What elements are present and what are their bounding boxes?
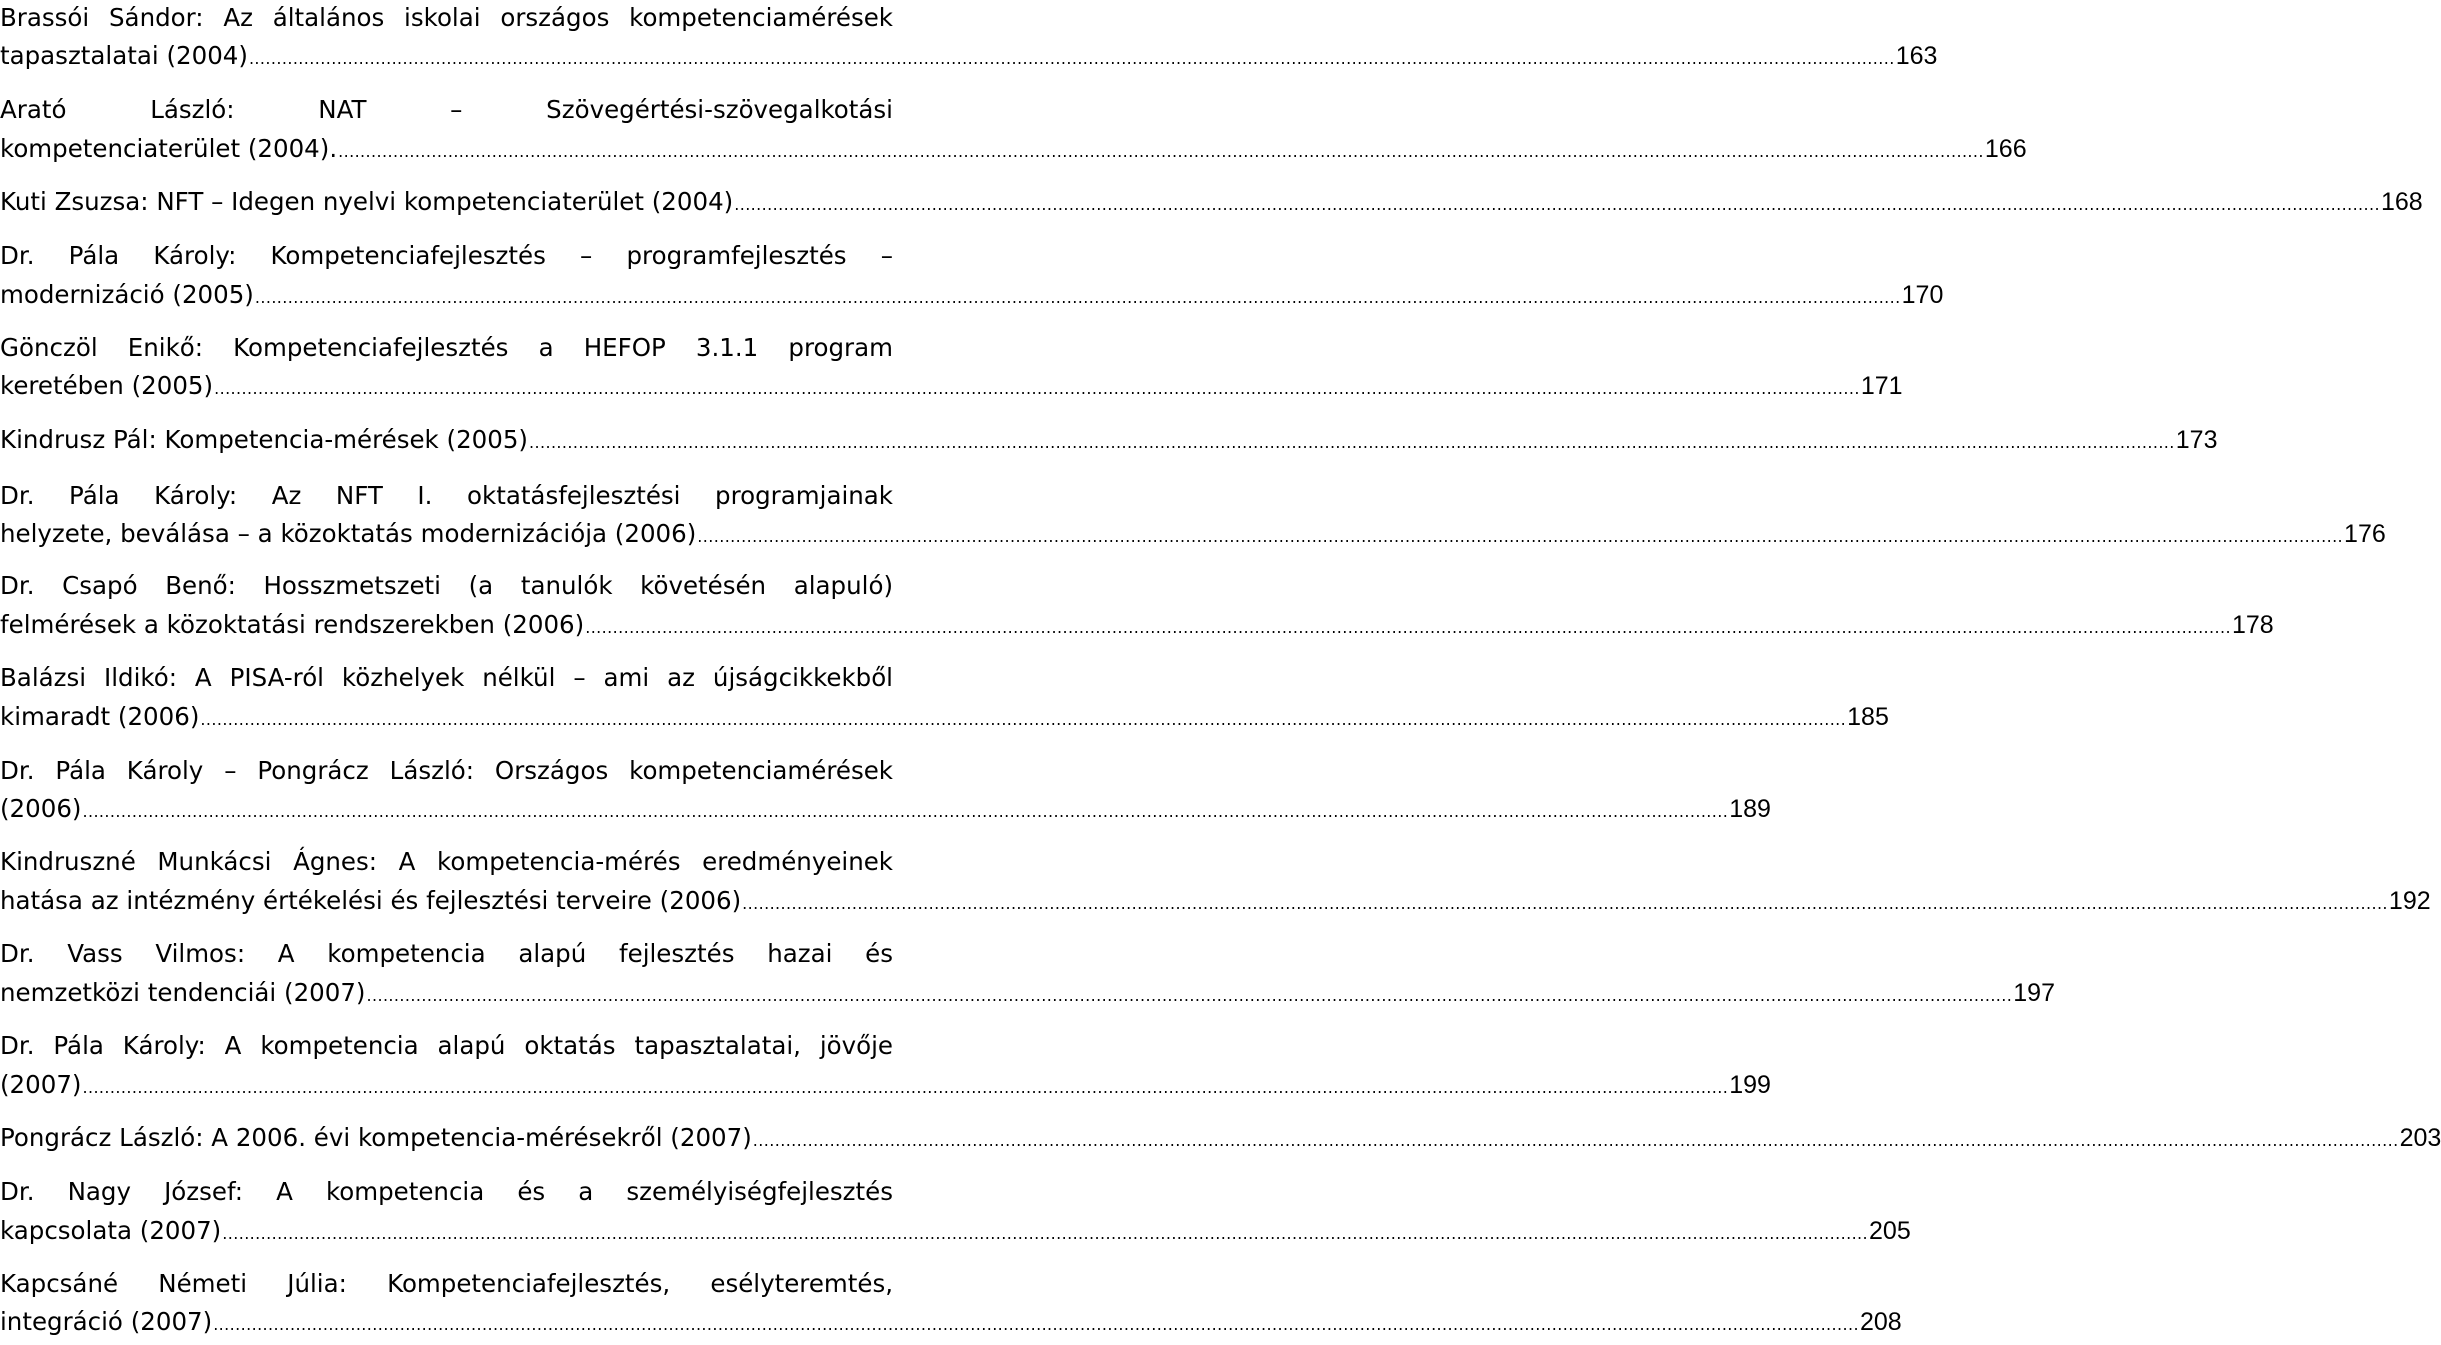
toc-entry-title-line: Dr. Pála Károly – Pongrácz László: Országos kompetenciamérések <box>0 756 893 785</box>
toc-entry-last-line <box>0 789 1771 829</box>
page-number: 166 <box>1984 135 2027 163</box>
page-number: 178 <box>2231 611 2274 639</box>
dot-leader: ............................................................................................................................................................................................................................................................................................................ <box>248 49 1895 68</box>
page-number: 171 <box>1860 372 1903 400</box>
page-number: 208 <box>1859 1308 1902 1336</box>
toc-entry-title-line: Dr. Csapó Benő: Hosszmetszeti (a tanulók követésén alapuló) <box>0 571 893 600</box>
page-number: 199 <box>1729 1071 1771 1099</box>
dot-leader: ............................................................................................................................................................................................................................................................................................................ <box>213 1315 1859 1334</box>
toc-entry-title-line: kompetenciaterület (2004). <box>0 134 338 163</box>
page-number: 173 <box>2175 426 2218 454</box>
toc-entry-title-line: Brassói Sándor: Az általános iskolai országos kompetenciamérések <box>0 3 893 32</box>
toc-entry-last-line <box>0 1302 1902 1342</box>
dot-leader: ............................................................................................................................................................................................................................................................................................................ <box>697 527 2344 546</box>
toc-entry-title-line: hatása az intézmény értékelési és fejlesztési terveire (2006) <box>0 886 742 915</box>
toc-entry-title-line: helyzete, beválása – a közoktatás modernizációja (2006) <box>0 519 697 548</box>
toc-entry-title-line: Gönczöl Enikő: Kompetenciafejlesztés a HEFOP 3.1.1 program <box>0 333 893 362</box>
toc-entry-title-line: nemzetközi tendenciái (2007) <box>0 978 366 1007</box>
toc-entry-title-line: Dr. Pála Károly: Az NFT I. oktatásfejlesztési programjainak <box>0 481 893 510</box>
dot-leader: ............................................................................................................................................................................................................................................................................................................ <box>200 710 1847 729</box>
toc-entry-title-line: Dr. Nagy József: A kompetencia és a személyiségfejlesztés <box>0 1177 893 1206</box>
page-number: 185 <box>1847 703 1889 731</box>
toc-entry-title-line: kapcsolata (2007) <box>0 1216 222 1245</box>
dot-leader: ............................................................................................................................................................................................................................................................................................................ <box>338 142 1984 161</box>
dot-leader: ............................................................................................................................................................................................................................................................................................................ <box>214 379 1860 398</box>
page-number: 168 <box>2381 188 2423 216</box>
toc-entry-last-line <box>0 514 2386 554</box>
toc-entry-last-line <box>0 1211 1911 1251</box>
toc-entry-title-line: Dr. Pála Károly: A kompetencia alapú oktatás tapasztalatai, jövője <box>0 1031 893 1060</box>
dot-leader: ............................................................................................................................................................................................................................................................................................................ <box>82 1078 1729 1097</box>
toc-entry-title-line: (2007) <box>0 1070 82 1099</box>
toc-entry-last-line <box>0 129 2027 169</box>
dot-leader: ............................................................................................................................................................................................................................................................................................................ <box>82 802 1729 821</box>
toc-entry-title-line: modernizáció (2005) <box>0 280 254 309</box>
toc-entry-last-line <box>0 182 2423 222</box>
toc-entry-title-line: Pongrácz László: A 2006. évi kompetencia-mérésekről (2007) <box>0 1123 752 1152</box>
toc-entry-last-line <box>0 36 1938 76</box>
toc-entry-title-line: Dr. Pála Károly: Kompetenciafejlesztés – programfejlesztés – <box>0 241 893 270</box>
page-number: 189 <box>1729 795 1771 823</box>
toc-entry-title-line: kimaradt (2006) <box>0 702 200 731</box>
toc-entry-last-line <box>0 697 1889 737</box>
toc-entry-title-line: integráció (2007) <box>0 1307 213 1336</box>
toc-entry-title-line: Kapcsáné Németi Júlia: Kompetenciafejlesztés, esélyteremtés, <box>0 1269 893 1298</box>
dot-leader: ............................................................................................................................................................................................................................................................................................................ <box>529 433 2175 452</box>
dot-leader: ............................................................................................................................................................................................................................................................................................................ <box>366 986 2013 1005</box>
dot-leader: ............................................................................................................................................................................................................................................................................................................ <box>742 894 2388 913</box>
page-number: 203 <box>2399 1124 2441 1152</box>
dot-leader: ............................................................................................................................................................................................................................................................................................................ <box>752 1131 2399 1150</box>
page-number: 197 <box>2013 979 2055 1007</box>
toc-entry-title-line: Kindruszné Munkácsi Ágnes: A kompetencia-mérés eredményeinek <box>0 847 893 876</box>
toc-entry-title-line: Arató László: NAT – Szövegértési-szövegalkotási <box>0 95 893 124</box>
page-number: 163 <box>1895 42 1938 70</box>
page-number: 192 <box>2388 887 2431 915</box>
toc-entry-title-line: Kindrusz Pál: Kompetencia-mérések (2005) <box>0 425 528 454</box>
dot-leader: ............................................................................................................................................................................................................................................................................................................ <box>585 618 2231 637</box>
toc-entry-title-line: tapasztalatai (2004) <box>0 41 248 70</box>
toc-entry-last-line <box>0 605 2274 645</box>
toc-entry-last-line <box>0 420 2218 460</box>
page-number: 176 <box>2344 520 2386 548</box>
toc-entry-last-line <box>0 881 2431 921</box>
toc-entry-last-line <box>0 366 1903 406</box>
dot-leader: ............................................................................................................................................................................................................................................................................................................ <box>734 195 2380 214</box>
toc-entry-title-line: Kuti Zsuzsa: NFT – Idegen nyelvi kompetenciaterület (2004) <box>0 187 734 216</box>
toc-entry-title-line: Dr. Vass Vilmos: A kompetencia alapú fejlesztés hazai és <box>0 939 893 968</box>
dot-leader: ............................................................................................................................................................................................................................................................................................................ <box>222 1224 1869 1243</box>
toc-entry-title-line: keretében (2005) <box>0 371 214 400</box>
toc-entry-last-line <box>0 973 2055 1013</box>
toc-entry-title-line: (2006) <box>0 794 82 823</box>
page-number: 170 <box>1901 281 1944 309</box>
toc-entry-last-line <box>0 1065 1771 1105</box>
dot-leader: ............................................................................................................................................................................................................................................................................................................ <box>254 288 1901 307</box>
toc-entry-last-line <box>0 1118 2441 1158</box>
toc-entry-title-line: Balázsi Ildikó: A PISA-ról közhelyek nélkül – ami az újságcikkekből <box>0 663 893 692</box>
page-number: 205 <box>1869 1217 1911 1245</box>
toc-entry-last-line <box>0 275 1944 315</box>
toc-entry-title-line: felmérések a közoktatási rendszerekben (2006) <box>0 610 585 639</box>
